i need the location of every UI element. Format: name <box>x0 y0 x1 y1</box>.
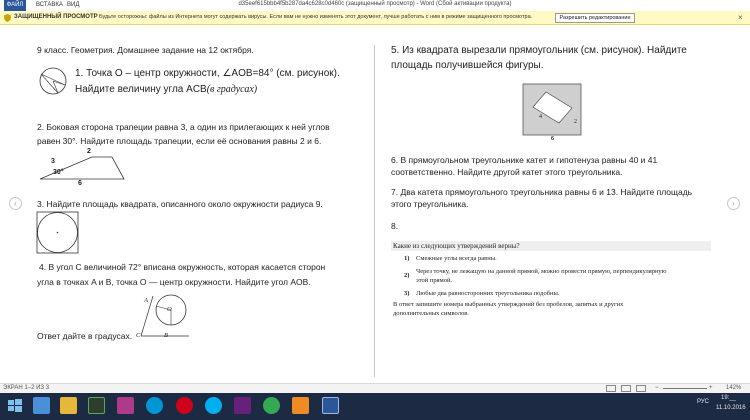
q8-option-2-text: Через точку, не лежащую на данной прямой, можно провести прямую, перпендикулярную <box>416 268 667 275</box>
close-icon[interactable]: × <box>738 13 743 22</box>
shield-icon <box>4 14 11 22</box>
visual-studio-icon[interactable] <box>234 397 251 414</box>
menu-file[interactable]: ФАЙЛ <box>4 0 26 11</box>
page-counter: ЭКРАН 1–2 ИЗ 3 <box>3 385 50 391</box>
q2-label-angle: 30° <box>53 169 64 176</box>
menu-insert[interactable]: ВСТАВКА <box>36 2 63 8</box>
q4-label-c: C <box>136 332 141 339</box>
enable-editing-button[interactable]: Разрешить редактирование <box>555 13 635 23</box>
q6-line1: 6. В прямоугольном треугольнике катет и гипотенуза равны 40 и 41 <box>391 155 658 165</box>
q2-line2: равен 30°. Найдите площадь трапеции, если её основания равны 2 и 6. <box>37 136 322 146</box>
q8-option-1-num: 1) <box>404 255 410 262</box>
print-layout-icon[interactable] <box>621 385 631 392</box>
q8-option-3-num: 3) <box>404 290 410 297</box>
q8-instruction-2: дополнительных символов. <box>393 310 469 317</box>
menu-view[interactable]: ВИД <box>67 2 80 8</box>
q1-line2-text: Найдите величину угла ACB <box>75 84 207 95</box>
q2-label-bottom: 6 <box>78 180 82 187</box>
zoom-in-icon[interactable]: + <box>709 385 713 391</box>
ribbon-menu-bar <box>0 0 750 11</box>
q8-option-2-num: 2) <box>404 272 410 279</box>
q4-line2: угла в точках A и B, точка O — центр окружности. Найдите угол AOB. <box>37 277 311 287</box>
prev-page-arrow-icon[interactable]: ‹ <box>9 197 22 210</box>
language-indicator[interactable]: РУС <box>697 399 710 405</box>
opera-icon[interactable] <box>176 397 193 414</box>
vlc-icon[interactable] <box>292 397 309 414</box>
taskbar <box>0 393 750 420</box>
q8-option-3-text: Любые два равносторонних треугольника подобны. <box>416 290 560 297</box>
q4-angle-circle-figure <box>133 290 193 340</box>
next-page-arrow-icon[interactable]: › <box>727 197 740 210</box>
q2-label-side: 3 <box>51 158 55 165</box>
word-icon[interactable] <box>322 397 339 414</box>
q8-option-2-text2: этой прямой. <box>416 277 453 284</box>
q1-line1: 1. Точка O – центр окружности, ∠AOB=84° (см. рисунок). <box>75 68 340 79</box>
clock-time[interactable]: 19:__ <box>721 395 737 401</box>
protected-view-message: Будьте осторожны: файлы из Интернета могут содержать вирусы. Если вам не нужно изменять этот документ, лучше работать с ним в режиме защищенного просмотра. <box>99 14 533 20</box>
q7-line2: этого треугольника. <box>391 199 469 209</box>
q5-label-six: 6 <box>551 136 554 142</box>
zoom-slider[interactable] <box>663 388 707 389</box>
chrome-icon[interactable] <box>263 397 280 414</box>
q5-square-figure <box>522 83 584 137</box>
folder-icon[interactable] <box>60 397 77 414</box>
status-bar <box>0 383 750 393</box>
q8-instruction-1: В ответ запишите номера выбранных утверждений без пробелов, запятых и других <box>393 301 624 308</box>
q1-line2-italic: (в градусах) <box>206 84 258 95</box>
app-icon[interactable] <box>88 397 105 414</box>
page-divider <box>374 45 375 377</box>
window-title: d35eef615bbb4f5b287da4c628c0d460c (защищенный просмотр) - Word (Сбой активации продукта) <box>238 1 512 7</box>
document-area <box>0 25 750 383</box>
q7-line1: 7. Два катета прямоугольного треугольника равны 6 и 13. Найдите площадь <box>391 187 693 197</box>
q8-option-1-text: Смежные углы всегда равны. <box>416 255 497 262</box>
q5-label-two: 2 <box>574 119 577 125</box>
web-layout-icon[interactable] <box>636 385 646 392</box>
q4-label-a: A <box>144 297 148 304</box>
q8-question: Какие из следующих утверждений верны? <box>391 241 711 251</box>
protected-view-title: ЗАЩИЩЕННЫЙ ПРОСМОТР <box>14 14 98 20</box>
q1-circle-figure <box>36 65 70 97</box>
q8-number: 8. <box>391 221 399 231</box>
clock-date[interactable]: 11.10.2016 <box>716 405 746 411</box>
q4-label-b: B <box>164 332 168 339</box>
q2-line1: 2. Боковая сторона трапеции равна 3, а один из прилегающих к ней углов <box>37 122 330 132</box>
doc-header: 9 класс. Геометрия. Домашнее задание на 12 октября. <box>37 45 254 55</box>
read-mode-icon[interactable] <box>606 385 616 392</box>
q1-line2 <box>75 83 257 97</box>
q4-line1: 4. В угол C величиной 72° вписана окружность, которая касается сторон <box>39 262 326 272</box>
q6-line2: соответственно. Найдите другой катет этого треугольника. <box>391 167 623 177</box>
start-icon[interactable] <box>6 397 23 414</box>
q4-label-o: O <box>167 306 172 313</box>
zoom-out-icon[interactable]: − <box>655 385 659 391</box>
q3-square-circle-figure <box>36 211 80 255</box>
ie-icon[interactable] <box>33 397 50 414</box>
q5-line2: площадь получившейся фигуры. <box>391 60 544 71</box>
zoom-level[interactable]: 142% <box>726 385 742 391</box>
skype-icon[interactable] <box>205 397 222 414</box>
q4-answer-note: Ответ дайте в градусах. <box>37 331 133 341</box>
paint-icon[interactable] <box>117 397 134 414</box>
q3-line1: 3. Найдите площадь квадрата, описанного около окружности радиуса 9. <box>37 199 323 209</box>
q5-label-four: 4 <box>539 114 542 120</box>
protected-view-bar <box>0 11 750 25</box>
title-bar <box>0 0 750 9</box>
hp-icon[interactable] <box>146 397 163 414</box>
q5-line1: 5. Из квадрата вырезали прямоугольник (см. рисунок). Найдите <box>391 45 687 56</box>
q2-label-top: 2 <box>87 148 91 155</box>
